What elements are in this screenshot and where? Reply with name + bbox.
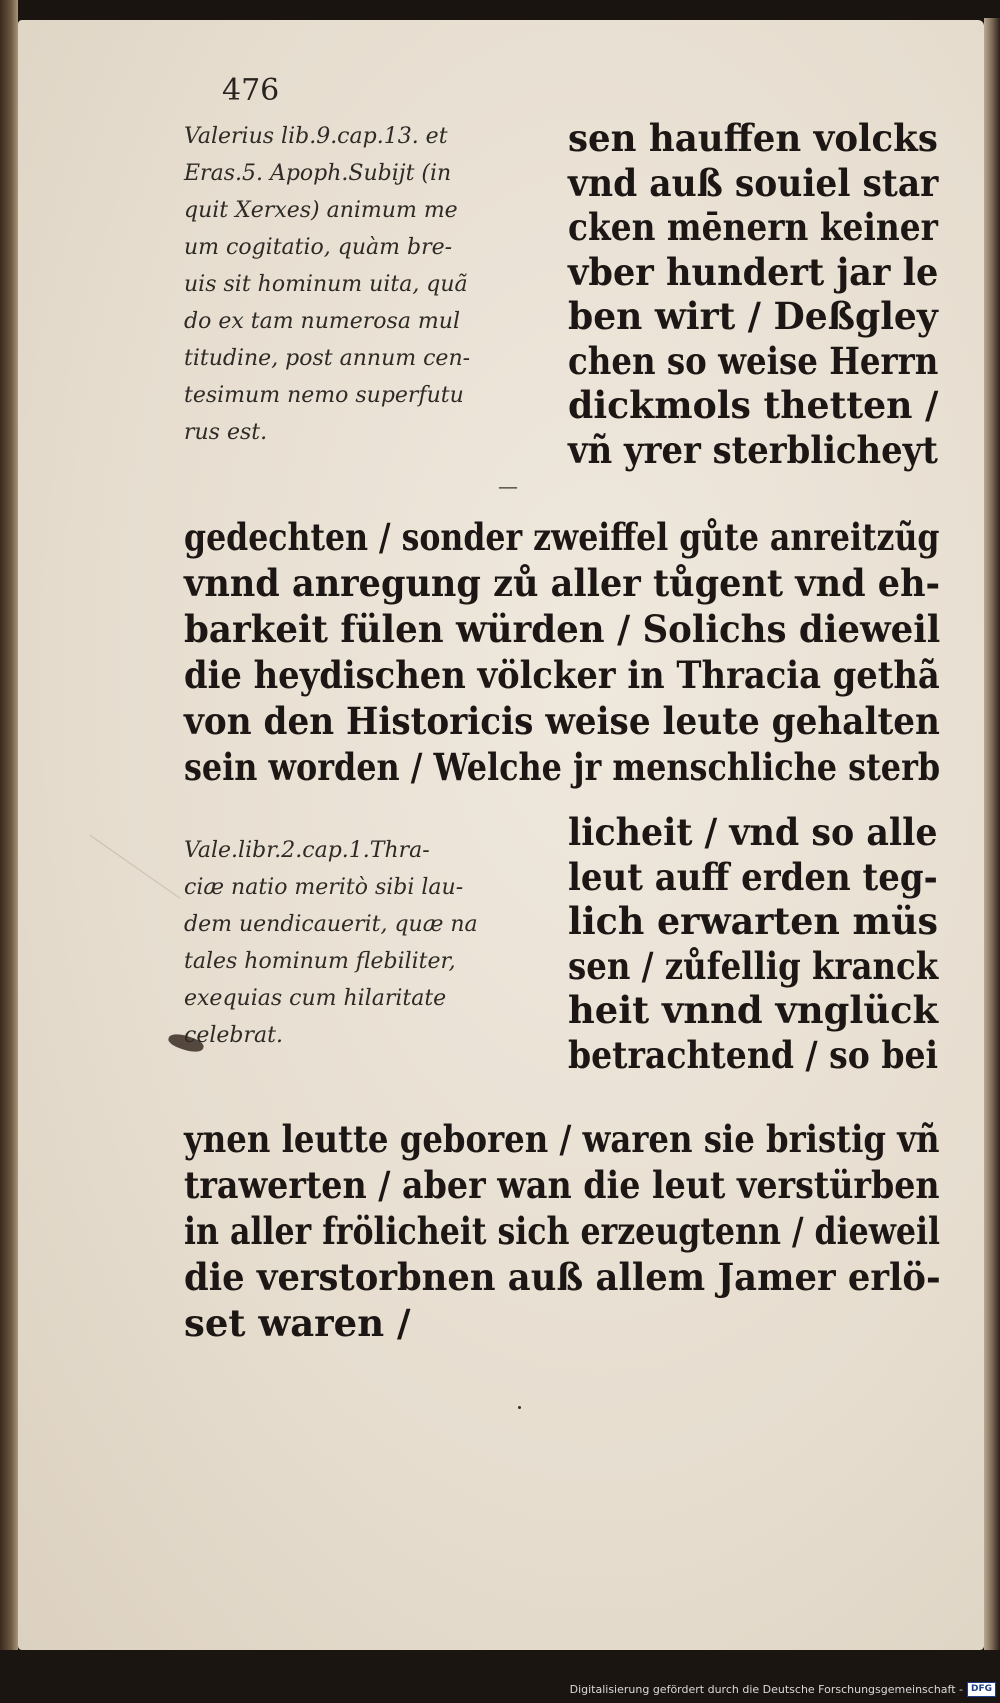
text-line: cken mēnern keiner — [568, 205, 938, 249]
marginal-note-line: exequias cum hilaritate — [184, 986, 447, 1011]
text-line: vñ yrer sterblicheyt — [568, 427, 938, 472]
text-line: trawerten / aber wan die leut verstürben — [184, 1163, 940, 1207]
text-line: ben wirt / Deßgley — [568, 294, 938, 338]
bottom-scan-border — [0, 1650, 1000, 1703]
text-line: die verstorbnen auß allem Jamer erlö- — [184, 1255, 941, 1299]
text-line: vnd auß souiel star — [568, 160, 939, 205]
marginal-note-valerius — [184, 118, 534, 451]
text-line: barkeit fülen würden / Solichs dieweil — [184, 607, 941, 651]
digitization-footer — [570, 1682, 996, 1697]
dfg-logo-icon: DFG — [967, 1682, 996, 1697]
marginal-note-line: do ex tam numerosa mul — [184, 309, 460, 334]
text-line: licheit / vnd so alle — [568, 810, 938, 854]
text-line: set waren / — [184, 1301, 411, 1345]
digitization-credit: Digitalisierung gefördert durch die Deutsche Forschungsgemeinschaft - — [569, 1683, 963, 1696]
marginal-note-line: celebrat. — [184, 1023, 283, 1048]
text-line: vnnd anregung zů aller tůgent vnd eh- — [184, 561, 941, 605]
marginal-note-line: tales hominum flebiliter, — [184, 949, 456, 974]
marginal-note-line: uis sit hominum uita, quã — [184, 272, 468, 297]
marginal-note-line: dem uendicauerit, quæ na — [184, 912, 478, 937]
marginal-note-line: ciæ natio meritò sibi lau- — [184, 875, 464, 900]
text-line: sein worden / Welche jr menschliche sterb — [184, 745, 941, 789]
marginal-note-thracia — [184, 832, 534, 1054]
marginal-note-line: um cogitatio, quàm bre- — [184, 235, 453, 260]
text-line: sen hauffen volcks — [568, 116, 938, 160]
marginal-note-line: Valerius lib.9.cap.13. et — [184, 124, 448, 149]
dash-mark: — — [498, 474, 518, 498]
marginal-note-line: tesimum nemo superfutu — [184, 383, 464, 408]
page-number: 476 — [222, 73, 280, 108]
text-line: chen so weise Herrn — [568, 338, 939, 383]
text-line: dickmols thetten / — [568, 383, 939, 427]
marginal-note-line: Vale.libr.2.cap.1.Thra- — [184, 838, 430, 863]
text-line: in aller frölicheit sich erzeugtenn / dieweil — [184, 1209, 941, 1253]
main-text-column-a — [568, 116, 990, 472]
text-line: vber hundert jar le — [568, 249, 939, 294]
marginal-note-line: rus est. — [184, 420, 268, 445]
text-line: gedechten / sonder zweiffel gůte anreitzũg — [184, 515, 940, 559]
top-scan-border — [0, 0, 1000, 22]
text-line: sen / zůfellig kranck — [568, 943, 939, 988]
main-text-full-b — [184, 1116, 1000, 1346]
marginal-note-line: Eras.5. Apoph.Subijt (in — [184, 161, 452, 186]
text-line: die heydischen völcker in Thracia gethã — [184, 653, 940, 697]
text-line: leut auff erden teg- — [568, 854, 938, 899]
main-text-full-a — [184, 514, 1000, 790]
text-line: lich erwarten müs — [568, 899, 939, 943]
text-line: von den Historicis weise leute gehalten — [184, 699, 940, 743]
text-line: heit vnnd vnglück — [568, 988, 939, 1032]
main-text-column-b — [568, 810, 991, 1077]
marginal-note-line: titudine, post annum cen- — [184, 346, 471, 371]
text-line: betrachtend / so bei — [568, 1032, 939, 1077]
left-book-edge — [0, 0, 18, 1680]
marginal-note-line: quit Xerxes) animum me — [184, 198, 458, 223]
ink-speck — [518, 1406, 521, 1409]
text-line: ynen leutte geboren / waren sie bristig vñ — [184, 1117, 940, 1161]
